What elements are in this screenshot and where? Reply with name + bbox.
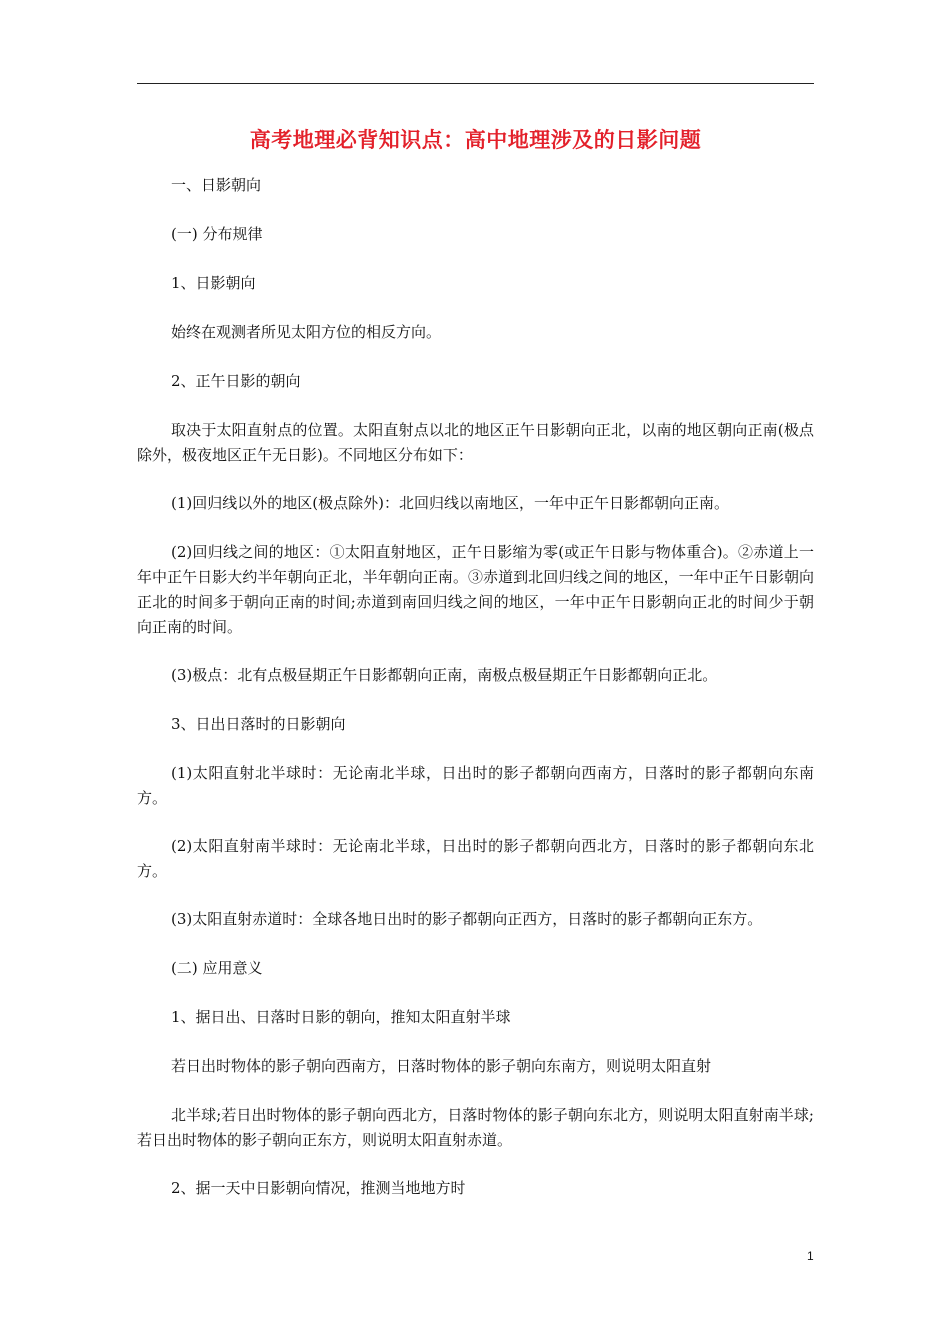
paragraph: (2)太阳直射南半球时：无论南北半球，日出时的影子都朝向西北方，日落时的影子都朝向东北方。: [137, 837, 814, 880]
paragraph: 取决于太阳直射点的位置。太阳直射点以北的地区正午日影朝向正北，以南的地区朝向正南(极点除外，极夜地区正午无日影)。不同地区分布如下：: [137, 421, 814, 464]
paragraph: 3、日出日落时的日影朝向: [171, 715, 346, 733]
paragraph: 若日出时物体的影子朝向西南方，日落时物体的影子朝向东南方，则说明太阳直射: [171, 1057, 712, 1075]
paragraph: 一、日影朝向: [171, 176, 262, 194]
paragraph: 1、据日出、日落时日影的朝向，推知太阳直射半球: [171, 1008, 511, 1026]
paragraph: 北半球;若日出时物体的影子朝向西北方，日落时物体的影子朝向东北方，则说明太阳直射南半球;若日出时物体的影子朝向正东方，则说明太阳直射赤道。: [137, 1106, 814, 1149]
paragraph: 2、正午日影的朝向: [171, 372, 301, 390]
paragraph: (一) 分布规律: [171, 225, 263, 243]
paragraph: 1、日影朝向: [171, 274, 256, 292]
header-rule: [137, 83, 814, 84]
paragraph: (2)回归线之间的地区：①太阳直射地区，正午日影缩为零(或正午日影与物体重合)。②赤道上一年中正午日影大约半年朝向正北，半年朝向正南。③赤道到北回归线之间的地区，一年中正午日影朝向正北的时间多于朝向正南的时间;赤道到南回归线之间的地区，一年中正午日影朝向正北的时间少于朝向正南的时间。: [137, 543, 814, 636]
paragraph: 始终在观测者所见太阳方位的相反方向。: [171, 323, 442, 341]
paragraph: (3)太阳直射赤道时：全球各地日出时的影子都朝向正西方，日落时的影子都朝向正东方。: [171, 910, 763, 928]
page-number: 1: [807, 1249, 814, 1263]
paragraph: 2、据一天中日影朝向情况，推测当地地方时: [171, 1179, 466, 1197]
paragraph: (3)极点：北有点极昼期正午日影都朝向正南，南极点极昼期正午日影都朝向正北。: [171, 666, 718, 684]
paragraph: (二) 应用意义: [171, 959, 263, 977]
document-title: 高考地理必背知识点：高中地理涉及的日影问题: [249, 127, 702, 152]
paragraph: (1)太阳直射北半球时：无论南北半球，日出时的影子都朝向西南方，日落时的影子都朝向东南方。: [137, 764, 814, 807]
paragraph: (1)回归线以外的地区(极点除外)：北回归线以南地区，一年中正午日影都朝向正南。: [171, 494, 729, 512]
